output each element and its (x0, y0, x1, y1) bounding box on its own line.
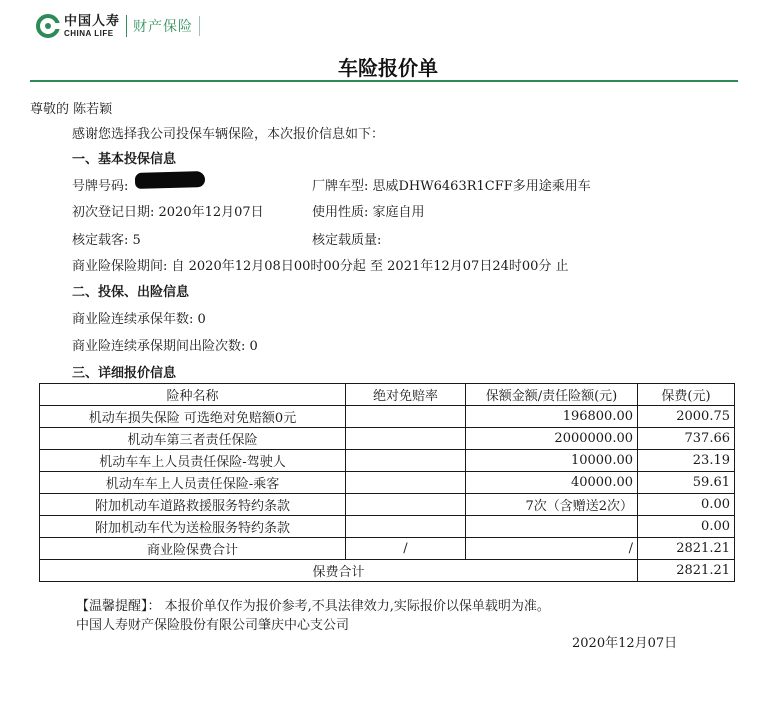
col-header-coverage: 险种名称 (40, 384, 346, 406)
logo-divider-end (199, 16, 200, 36)
usage-type: 使用性质: 家庭自用 (312, 205, 425, 220)
col-header-deductible-rate: 绝对免赔率 (346, 384, 466, 406)
total-row (40, 560, 735, 582)
insurance-period: 商业险保险期间: 自 2020年12月08日00时00分起 至 2021年12月07日24时00分 止 (72, 259, 569, 274)
premium: 59.61 (638, 472, 735, 494)
subtotal-rate: / (346, 538, 466, 560)
header-rule (30, 80, 738, 82)
total-premium: 2821.21 (638, 560, 735, 582)
issuing-company: 中国人寿财产保险股份有限公司肇庆中心支公司 (76, 618, 350, 633)
table-header-row (40, 384, 735, 406)
table-row (40, 406, 735, 428)
section-claims-heading: 二、投保、出险信息 (72, 285, 190, 300)
premium: 0.00 (638, 516, 735, 538)
consecutive-years: 商业险连续承保年数: 0 (72, 312, 206, 327)
col-header-insured-amount: 保额金额/责任险额(元) (466, 384, 638, 406)
premium: 0.00 (638, 494, 735, 516)
section-quote-heading: 三、详细报价信息 (72, 366, 177, 381)
subtotal-premium: 2821.21 (638, 538, 735, 560)
premium: 2000.75 (638, 406, 735, 428)
insured-amount: 2000000.00 (466, 428, 638, 450)
deductible-rate (346, 472, 466, 494)
table-row (40, 428, 735, 450)
table-row (40, 516, 735, 538)
intro-text: 感谢您选择我公司投保车辆保险，本次报价信息如下： (72, 127, 385, 142)
logo-subtitle: 财产保险 (133, 19, 194, 35)
deductible-rate (346, 516, 466, 538)
premium: 23.19 (638, 450, 735, 472)
page-title: 车险报价单 (338, 56, 438, 80)
logo-english-name: CHINA LIFE (64, 28, 114, 38)
notice-text: 【温馨提醒】： 本报价单仅作为报价参考,不具法律效力,实际报价以保单载明为准。 (76, 599, 550, 614)
logo-divider (126, 15, 127, 37)
deductible-rate (346, 406, 466, 428)
vehicle-model: 厂牌车型: 思威DHW6463R1CFF多用途乘用车 (312, 179, 591, 194)
greeting: 尊敬的 陈若颖 (30, 102, 113, 117)
coverage-name: 机动车损失保险 可选绝对免赔额0元 (40, 406, 346, 428)
col-header-premium: 保费(元) (638, 384, 735, 406)
insured-amount (466, 516, 638, 538)
premium: 737.66 (638, 428, 735, 450)
plate-number-label: 号牌号码: (72, 179, 129, 194)
table-row (40, 494, 735, 516)
issue-date: 2020年12月07日 (572, 636, 678, 651)
deductible-rate (346, 494, 466, 516)
section-basic-info-heading: 一、基本投保信息 (72, 152, 177, 167)
coverage-name: 机动车车上人员责任保险-乘客 (40, 472, 346, 494)
table-row (40, 450, 735, 472)
logo-chinese-name: 中国人寿 (64, 13, 121, 29)
insured-amount: 10000.00 (466, 450, 638, 472)
subtotal-label: 商业险保费合计 (40, 538, 346, 560)
coverage-name: 机动车第三者责任保险 (40, 428, 346, 450)
coverage-name: 附加机动车道路救援服务特约条款 (40, 494, 346, 516)
first-registration-date: 初次登记日期: 2020年12月07日 (72, 205, 264, 220)
total-label: 保费合计 (40, 560, 638, 582)
insured-amount: 40000.00 (466, 472, 638, 494)
deductible-rate (346, 450, 466, 472)
subtotal-amount: / (466, 538, 638, 560)
quote-table (39, 383, 735, 582)
deductible-rate (346, 428, 466, 450)
china-life-logo-icon (36, 14, 60, 38)
coverage-name: 机动车车上人员责任保险-驾驶人 (40, 450, 346, 472)
table-row (40, 472, 735, 494)
subtotal-row (40, 538, 735, 560)
coverage-name: 附加机动车代为送检服务特约条款 (40, 516, 346, 538)
redaction-mark (135, 171, 205, 189)
claims-count: 商业险连续承保期间出险次数: 0 (72, 339, 258, 354)
approved-seats: 核定载客: 5 (72, 233, 141, 248)
insured-amount: 196800.00 (466, 406, 638, 428)
insured-amount: 7次（含赠送2次） (466, 494, 638, 516)
approved-load: 核定载质量: (312, 233, 382, 248)
company-logo (36, 12, 200, 40)
